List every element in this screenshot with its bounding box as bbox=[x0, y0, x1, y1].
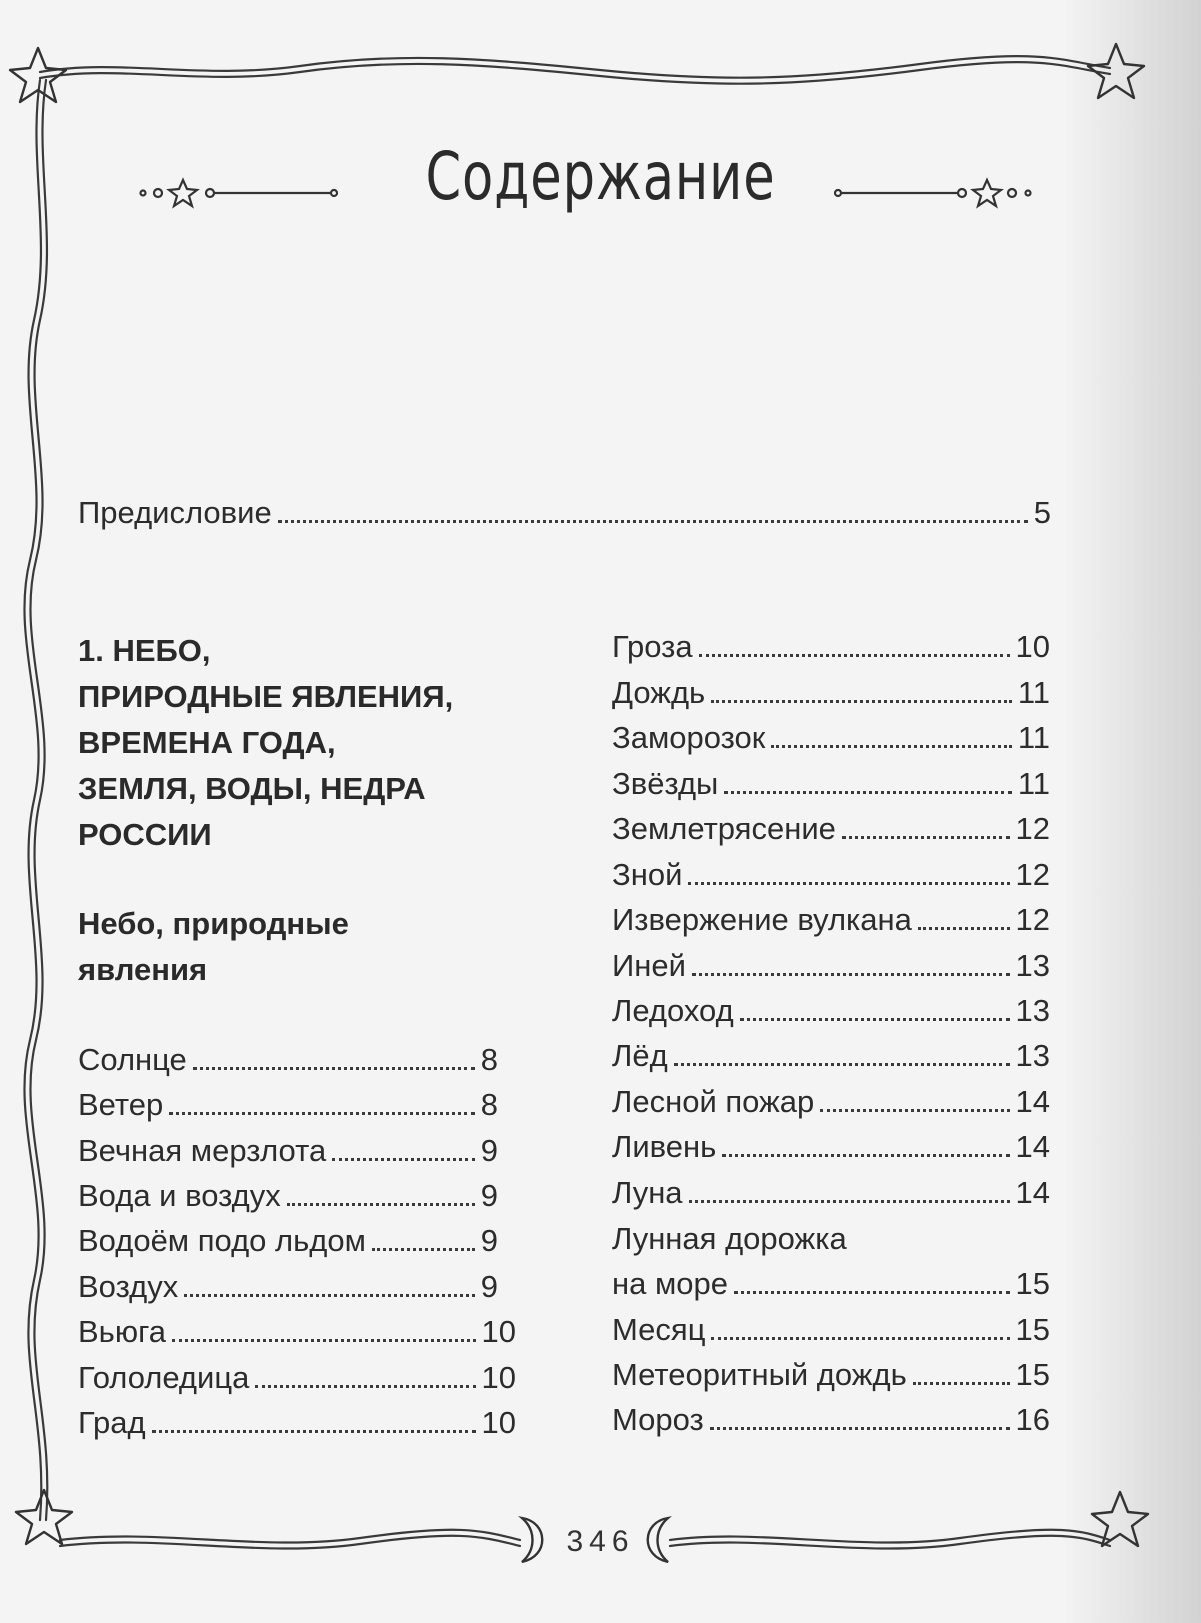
toc-entry-page: 12 bbox=[1015, 811, 1050, 846]
toc-entry-preface[interactable] bbox=[78, 493, 1051, 533]
toc-entry[interactable] bbox=[78, 1267, 498, 1307]
section-heading-line: ВРЕМЕНА ГОДА, bbox=[78, 725, 336, 760]
toc-entry-page: 5 bbox=[1033, 495, 1051, 530]
toc-entry[interactable] bbox=[612, 764, 1050, 804]
toc-entry-page: 12 bbox=[1015, 857, 1050, 892]
toc-entry-label: Звёзды bbox=[612, 766, 719, 801]
toc-entry-label: Град bbox=[78, 1405, 146, 1440]
dot-leader bbox=[278, 520, 1028, 523]
toc-entry[interactable] bbox=[612, 1264, 1050, 1304]
toc-entry-page: 9 bbox=[480, 1133, 498, 1168]
toc-entry[interactable] bbox=[612, 855, 1050, 895]
toc-entry-page: 13 bbox=[1015, 1038, 1050, 1073]
toc-entry-page: 13 bbox=[1015, 993, 1050, 1028]
toc-entry-label: Лёд bbox=[612, 1038, 668, 1073]
toc-entry-page: 13 bbox=[1015, 948, 1050, 983]
toc-entry-page: 8 bbox=[480, 1042, 498, 1077]
dot-leader bbox=[722, 1154, 1009, 1157]
subsection-heading-line: Небо, природные bbox=[78, 906, 349, 941]
dot-leader bbox=[689, 1200, 1010, 1203]
toc-entry-page: 14 bbox=[1015, 1084, 1050, 1119]
toc-entry[interactable] bbox=[78, 1176, 498, 1216]
dot-leader bbox=[913, 1382, 1010, 1385]
toc-entry-label: Зной bbox=[612, 857, 683, 892]
dot-leader bbox=[692, 973, 1010, 976]
dot-leader bbox=[193, 1067, 475, 1070]
dot-leader bbox=[711, 700, 1012, 703]
toc-entry-page: 10 bbox=[1015, 629, 1050, 664]
toc-entry-page: 12 bbox=[1015, 902, 1050, 937]
toc-entry-label: Мороз bbox=[612, 1402, 704, 1437]
toc-entry-page: 15 bbox=[1015, 1357, 1050, 1392]
dot-leader bbox=[710, 1427, 1010, 1430]
toc-entry-label: Заморозок bbox=[612, 720, 766, 755]
toc-entry[interactable] bbox=[78, 1131, 498, 1171]
toc-entry-page: 10 bbox=[481, 1405, 516, 1440]
toc-entry-label: Метеоритный дождь bbox=[612, 1357, 907, 1392]
dot-leader bbox=[255, 1385, 475, 1388]
toc-entry[interactable] bbox=[612, 946, 1050, 986]
toc-entry-label: Солнце bbox=[78, 1042, 187, 1077]
toc-entry-label-line1[interactable]: Лунная дорожка bbox=[612, 1221, 847, 1256]
subsection-heading-line: явления bbox=[78, 952, 208, 987]
toc-entry-label: Ледоход bbox=[612, 993, 734, 1028]
toc-entry[interactable] bbox=[78, 1312, 516, 1352]
toc-entry-page: 9 bbox=[480, 1269, 498, 1304]
toc-entry-page: 8 bbox=[480, 1087, 498, 1122]
subsection-heading bbox=[78, 901, 349, 993]
dot-leader bbox=[724, 791, 1011, 794]
dot-leader bbox=[771, 745, 1011, 748]
toc-entry[interactable] bbox=[612, 718, 1050, 758]
toc-entry-label: Иней bbox=[612, 948, 686, 983]
toc-entry[interactable] bbox=[612, 1036, 1050, 1076]
toc-entry[interactable] bbox=[612, 1127, 1050, 1167]
toc-entry-label: Гроза bbox=[612, 629, 693, 664]
toc-entry-page: 9 bbox=[480, 1178, 498, 1213]
toc-entry-page: 14 bbox=[1015, 1175, 1050, 1210]
dot-leader bbox=[820, 1109, 1009, 1112]
dot-leader bbox=[711, 1337, 1009, 1340]
toc-entry-page: 11 bbox=[1017, 675, 1050, 710]
dot-leader bbox=[172, 1339, 476, 1342]
toc-entry[interactable] bbox=[612, 1082, 1050, 1122]
toc-entry[interactable] bbox=[612, 900, 1050, 940]
page-number: 346 bbox=[566, 1525, 635, 1558]
toc-entry-page: 14 bbox=[1015, 1129, 1050, 1164]
toc-entry[interactable] bbox=[78, 1358, 516, 1398]
toc-entry-page: 11 bbox=[1017, 720, 1050, 755]
toc-entry-label: Месяц bbox=[612, 1312, 706, 1347]
toc-entry-page: 15 bbox=[1015, 1312, 1050, 1347]
toc-entry-label: Лесной пожар bbox=[612, 1084, 815, 1119]
toc-entry[interactable] bbox=[612, 1310, 1050, 1350]
dot-leader bbox=[372, 1248, 475, 1251]
toc-entry[interactable] bbox=[612, 627, 1050, 667]
toc-entry-label: Дождь bbox=[612, 675, 706, 710]
toc-entry[interactable] bbox=[612, 1400, 1050, 1440]
dot-leader bbox=[699, 654, 1010, 657]
dot-leader bbox=[169, 1112, 475, 1115]
page-title: Содержание bbox=[425, 138, 776, 215]
section-heading-line: ЗЕМЛЯ, ВОДЫ, НЕДРА bbox=[78, 771, 426, 806]
toc-entry-label: Вьюга bbox=[78, 1314, 166, 1349]
toc-entry[interactable] bbox=[78, 1085, 498, 1125]
toc-entry-label: Гололедица bbox=[78, 1360, 250, 1395]
toc-entry[interactable] bbox=[612, 991, 1050, 1031]
toc-entry-label: Луна bbox=[612, 1175, 683, 1210]
toc-entry-label: Водоём подо льдом bbox=[78, 1223, 366, 1258]
section-heading-line: 1. НЕБО, bbox=[78, 633, 211, 668]
toc-entry-page: 16 bbox=[1015, 1402, 1050, 1437]
toc-entry[interactable] bbox=[78, 1040, 498, 1080]
toc-entry-label: Извержение вулкана bbox=[612, 902, 912, 937]
toc-entry[interactable] bbox=[78, 1403, 516, 1443]
toc-entry-page: 10 bbox=[481, 1314, 516, 1349]
dot-leader bbox=[918, 927, 1010, 930]
toc-entry-label: Ливень bbox=[612, 1129, 717, 1164]
dot-leader bbox=[688, 882, 1009, 885]
toc-entry[interactable] bbox=[78, 1221, 498, 1261]
dot-leader bbox=[734, 1291, 1010, 1294]
toc-entry-label: Предисловие bbox=[78, 495, 272, 530]
toc-entry[interactable] bbox=[612, 809, 1050, 849]
section-heading-line: ПРИРОДНЫЕ ЯВЛЕНИЯ, bbox=[78, 679, 454, 714]
dot-leader bbox=[842, 836, 1010, 839]
toc-entry[interactable] bbox=[612, 1355, 1050, 1395]
toc-entry-label: Воздух bbox=[78, 1269, 179, 1304]
toc-entry-label: Вечная мерзлота bbox=[78, 1133, 327, 1168]
toc-entry-label: на море bbox=[612, 1266, 729, 1301]
toc-entry-label: Ветер bbox=[78, 1087, 164, 1122]
dot-leader bbox=[287, 1203, 475, 1206]
section-heading-line: РОССИИ bbox=[78, 817, 212, 852]
star-icon bbox=[1088, 44, 1144, 98]
dot-leader bbox=[332, 1158, 475, 1161]
toc-entry[interactable] bbox=[612, 1173, 1050, 1213]
section-heading bbox=[78, 628, 453, 858]
dot-leader bbox=[740, 1018, 1010, 1021]
toc-entry-page: 10 bbox=[481, 1360, 516, 1395]
dot-leader bbox=[184, 1294, 475, 1297]
dot-leader bbox=[152, 1430, 476, 1433]
toc-entry-page: 9 bbox=[480, 1223, 498, 1258]
dot-leader bbox=[674, 1063, 1010, 1066]
toc-entry-label: Вода и воздух bbox=[78, 1178, 281, 1213]
toc-entry-page: 11 bbox=[1017, 766, 1050, 801]
toc-entry-label: Землетрясение bbox=[612, 811, 836, 846]
toc-entry[interactable] bbox=[612, 673, 1050, 713]
toc-entry-page: 15 bbox=[1015, 1266, 1050, 1301]
